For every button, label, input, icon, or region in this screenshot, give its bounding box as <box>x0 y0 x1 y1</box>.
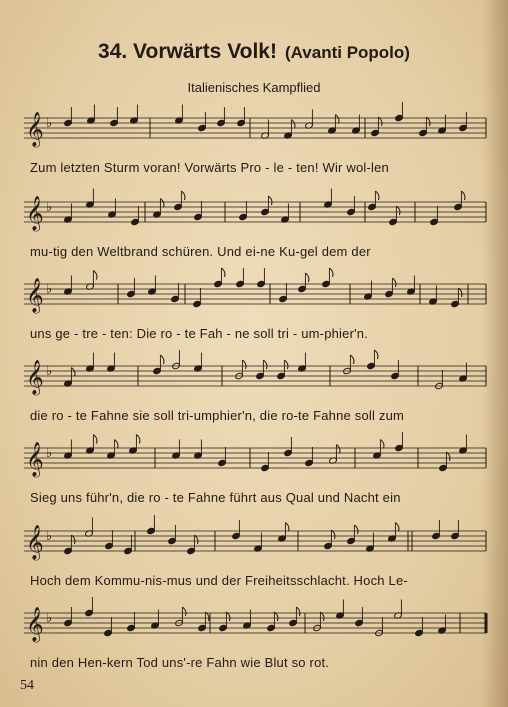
staff-5 <box>24 432 486 478</box>
flat-icon: ♭ <box>46 446 53 461</box>
treble-clef-icon: 𝄞 <box>26 607 44 642</box>
staff-3 <box>24 268 486 314</box>
flat-icon: ♭ <box>46 611 53 626</box>
treble-clef-icon: 𝄞 <box>26 442 44 477</box>
flat-icon: ♭ <box>46 364 53 379</box>
lyric-line-6: Hoch dem Kommu-nis-mus und der Freiheitsschlacht. Hoch Le- <box>30 573 408 588</box>
lyric-line-5: Sieg uns führ'n, die ro - te Fahne führt aus Qual und Nacht ein <box>30 490 401 505</box>
page-number: 54 <box>20 678 34 693</box>
treble-clef-icon: 𝄞 <box>26 196 44 231</box>
lyric-line-1: Zum letzten Sturm voran! Vorwärts Pro - le - ten! Wir wol-len <box>30 160 389 175</box>
song-genre: Italienisches Kampflied <box>187 80 321 95</box>
staff-4 <box>24 350 486 396</box>
staff-6 <box>24 515 486 561</box>
treble-clef-icon: 𝄞 <box>26 360 44 395</box>
lyric-line-7: nin den Hen-kern Tod uns'-re Fahn wie Blut so rot. <box>30 655 330 670</box>
staff-2 <box>24 189 486 233</box>
flat-icon: ♭ <box>46 282 53 297</box>
staff-7 <box>24 597 486 643</box>
treble-clef-icon: 𝄞 <box>26 112 44 147</box>
treble-clef-icon: 𝄞 <box>26 278 44 313</box>
flat-icon: ♭ <box>46 200 53 215</box>
flat-icon: ♭ <box>46 116 53 131</box>
lyric-line-3: uns ge - tre - ten: Die ro - te Fah - ne soll tri - um-phier'n. <box>30 326 369 341</box>
song-title-original: (Avanti Popolo) <box>284 43 410 62</box>
treble-clef-icon: 𝄞 <box>26 525 44 560</box>
song-title-main: 34. Vorwärts Volk! <box>98 40 277 63</box>
staff-1 <box>24 102 486 148</box>
flat-icon: ♭ <box>46 529 53 544</box>
lyric-line-4: die ro - te Fahne sie soll tri-umphier'n, die ro-te Fahne soll zum <box>30 408 405 423</box>
lyric-line-2: mu-tig den Weltbrand schüren. Und ei-ne Ku-gel dem der <box>30 244 371 259</box>
